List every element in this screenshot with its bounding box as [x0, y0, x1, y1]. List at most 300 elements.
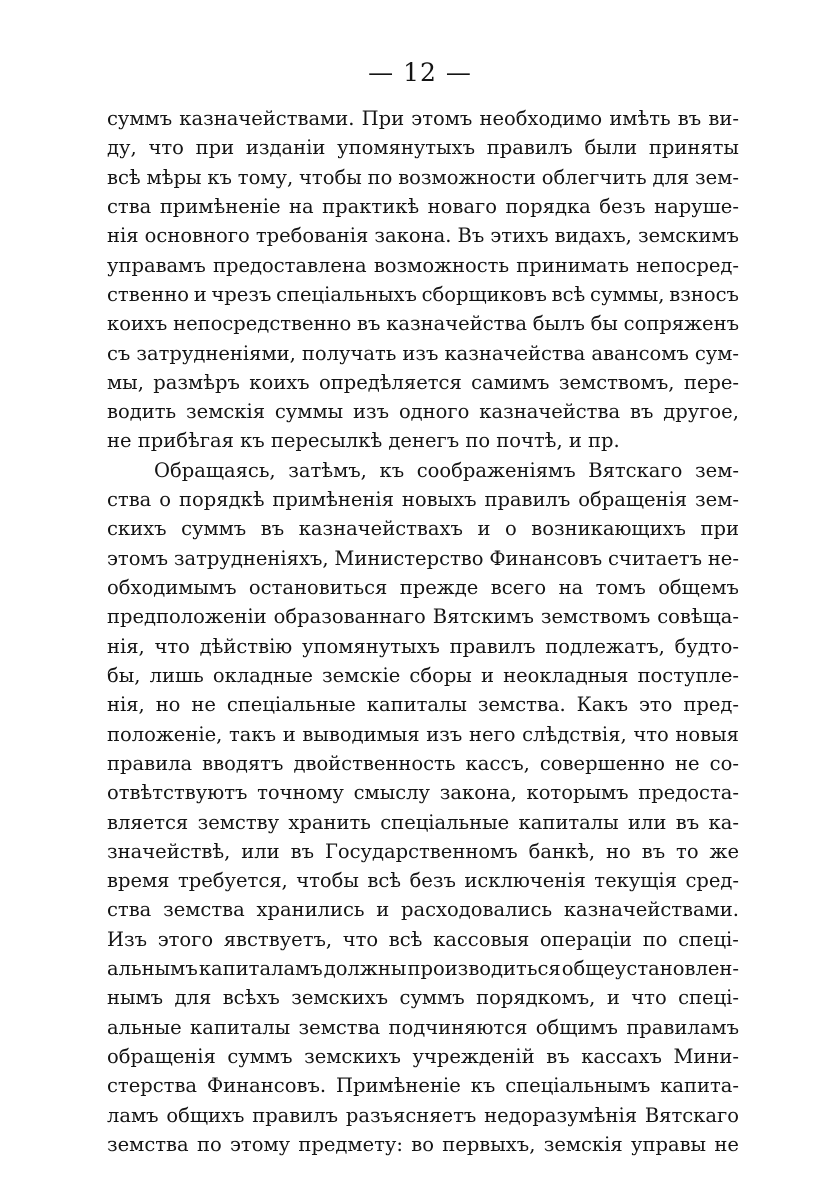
text-line [107, 925, 739, 954]
word: скихъ [107, 517, 167, 541]
word: текущія [594, 869, 677, 893]
text-line [107, 544, 739, 573]
word: Какъ [576, 693, 628, 717]
word: были [584, 136, 638, 160]
word: непосред- [636, 253, 739, 277]
word: казначействахъ [298, 517, 463, 541]
word: по [642, 927, 668, 951]
word: этого [157, 927, 214, 951]
word: правиламъ [626, 1015, 739, 1039]
word: прежде [399, 576, 479, 599]
word: затѣмъ, [288, 458, 367, 482]
word: опредѣляется [319, 370, 462, 394]
word: о [505, 517, 517, 541]
word: и [376, 898, 390, 922]
word: положеніе, [107, 722, 223, 746]
word: Министерство [334, 546, 484, 570]
word: ства [107, 194, 152, 218]
word: сум- [694, 341, 739, 365]
word: тому, [237, 165, 294, 189]
word: правилъ [484, 488, 571, 512]
word: должны [323, 957, 407, 981]
word: не [191, 693, 216, 717]
word: общихъ [166, 1103, 245, 1127]
word: предоста- [638, 781, 739, 805]
word: къ [240, 429, 271, 453]
word: операціи [539, 927, 633, 951]
word: земскихъ [304, 1045, 401, 1068]
word: двойственность [293, 751, 456, 775]
word: самимъ [471, 370, 550, 394]
word: затрудненіяхъ, [173, 546, 329, 570]
word: земствомъ, [558, 370, 675, 394]
word: на [289, 194, 314, 218]
word: то [676, 839, 699, 863]
word: предмету: [298, 1132, 403, 1156]
word: казначейства [444, 341, 586, 365]
word: Финансовъ [489, 546, 603, 570]
word: для [652, 165, 690, 189]
text-line [107, 1130, 739, 1159]
word: совершенно [539, 751, 665, 775]
word: выводимыя [302, 722, 420, 746]
word: считаетъ [608, 546, 702, 570]
word: имѣть [609, 107, 671, 130]
word: взносъ [669, 282, 739, 306]
word: значействѣ, [107, 839, 231, 863]
word: капита- [660, 1074, 739, 1098]
word: кассахъ [581, 1045, 662, 1068]
word: сборщиковъ [421, 282, 547, 306]
word: капиталы [366, 693, 467, 717]
word: Примѣненіе [336, 1074, 461, 1098]
word: авансомъ [591, 341, 689, 365]
word: мы, [107, 370, 144, 394]
text-line [107, 163, 739, 192]
text-line [107, 280, 739, 309]
word: этомъ [107, 546, 169, 570]
word: о [159, 488, 172, 512]
word: закона, [439, 781, 517, 805]
word: новаго [427, 194, 497, 218]
word: обращенія [107, 1045, 216, 1068]
word: и [480, 663, 494, 687]
word: этихъ [490, 224, 549, 248]
word: альные [107, 1015, 182, 1039]
word: Въ [457, 224, 485, 248]
word: казначейства [479, 400, 621, 424]
word: Изъ [107, 927, 148, 951]
word: всѣ [388, 927, 423, 951]
word: упомянутыхъ [302, 634, 440, 658]
text-line [107, 485, 739, 514]
word: или [628, 810, 667, 834]
word: исключенія [464, 869, 586, 893]
word: неокладныя [503, 663, 629, 687]
word: чтобы [299, 165, 362, 189]
word: такъ [229, 722, 277, 746]
word: но [606, 839, 631, 863]
word: слѣдствія, [522, 722, 627, 746]
word: нія, [107, 693, 145, 717]
word: этомъ [411, 107, 473, 130]
word: прибѣгая [137, 429, 241, 453]
word: суммъ [181, 517, 247, 541]
word: вводятъ [202, 751, 284, 775]
word: при [195, 136, 235, 160]
page-number: — 12 — [368, 58, 472, 87]
word: пересылкѣ [270, 429, 389, 453]
word: на [558, 576, 584, 599]
text-line [107, 837, 739, 866]
word: практикѣ [322, 194, 420, 218]
text-line [107, 749, 739, 778]
word: всѣ [551, 282, 586, 306]
word: ду, [107, 136, 137, 160]
word: земскихъ [291, 986, 389, 1010]
word: но [155, 693, 181, 717]
word: управы [631, 1132, 707, 1156]
word: недоразумѣнія [484, 1103, 638, 1127]
word: общемъ [658, 576, 739, 599]
word: вляется [107, 810, 189, 834]
word: порядкѣ [178, 488, 265, 512]
word: изъ [402, 341, 439, 365]
text-line [107, 602, 739, 631]
word: получать [301, 341, 397, 365]
word: порядка [505, 194, 591, 218]
word: и [606, 986, 620, 1010]
word: него [468, 722, 516, 746]
word: правилъ [486, 136, 573, 160]
word: требованія [255, 224, 369, 248]
word: спеціальныхъ [276, 282, 417, 306]
word: остановиться [248, 576, 388, 599]
word: мѣры [146, 165, 202, 189]
word: образованнаго [273, 605, 426, 629]
word: что [154, 634, 190, 658]
word: упомянутыхъ [337, 136, 476, 160]
word: что [631, 986, 667, 1010]
word: точному [257, 781, 344, 805]
word: зем- [695, 488, 739, 512]
word: спеціальные [226, 693, 356, 717]
word: новыхъ [401, 488, 477, 512]
word: по [465, 429, 497, 453]
word: и [282, 722, 296, 746]
word: Обращаясь, [154, 458, 276, 482]
word: во [411, 1132, 434, 1156]
text-line [107, 778, 739, 807]
text-line [107, 133, 739, 162]
text-line [107, 397, 739, 426]
word: безъ [409, 869, 456, 893]
word: казначейства [386, 312, 528, 336]
word: спеці- [678, 986, 739, 1010]
page-text [107, 104, 739, 1159]
word: земства. [477, 693, 566, 717]
word: другое, [663, 400, 739, 424]
word: одного [398, 400, 470, 424]
word: возникающихъ [531, 517, 686, 541]
word: со- [709, 751, 739, 775]
word: пр. [588, 429, 620, 453]
word: пред- [683, 693, 739, 717]
word: коихъ [107, 312, 168, 336]
word: хранить [288, 810, 371, 834]
word: нія [107, 224, 139, 248]
word: въ [641, 839, 666, 863]
word: ка- [708, 810, 739, 834]
word: зем- [695, 458, 739, 482]
word: спеці- [678, 927, 739, 951]
text-line [107, 309, 739, 338]
word: ства [107, 488, 152, 512]
word: земства [107, 1132, 189, 1156]
word: обходимымъ [107, 576, 237, 599]
word: ламъ [107, 1103, 159, 1127]
word: чтобы [296, 869, 359, 893]
word: предположеніи [107, 605, 267, 629]
word: къ [379, 458, 405, 482]
word: размѣръ [153, 370, 240, 394]
word: которымъ [526, 781, 629, 805]
word: ства [107, 898, 152, 922]
word: подчиняются [388, 1015, 528, 1039]
word: всѣхъ [222, 986, 280, 1010]
word: всѣ [367, 869, 402, 893]
word: новыя [675, 722, 739, 746]
text-line [107, 251, 739, 280]
word: облегчить [541, 165, 647, 189]
text-line [107, 632, 739, 661]
word: ви- [708, 107, 739, 130]
word: основного [144, 224, 250, 248]
word: не- [707, 546, 739, 570]
word: хранились [256, 898, 365, 922]
word: правилъ [252, 1103, 339, 1127]
word: денегъ [388, 429, 466, 453]
text-line [107, 983, 739, 1012]
word: альнымъ [107, 957, 198, 981]
word: что [148, 136, 184, 160]
word: земскія [186, 400, 266, 424]
word: требуется, [177, 869, 288, 893]
paragraph-first-line [107, 456, 739, 485]
word: не [675, 751, 700, 775]
word: къ [470, 1074, 496, 1098]
word: и [477, 517, 491, 541]
word: это [638, 693, 673, 717]
word: Вятскимъ [432, 605, 534, 629]
word: предоставлена [212, 253, 367, 277]
word: правилъ [449, 634, 536, 658]
word: для [174, 986, 212, 1010]
word: при [700, 517, 739, 541]
word: земствомъ [540, 605, 651, 629]
word: спеціальнымъ [505, 1074, 651, 1098]
word: соображеніямъ [416, 458, 576, 482]
word: разъясняетъ [345, 1103, 477, 1127]
word: всѣ [107, 165, 141, 189]
text-line [107, 426, 739, 455]
word: въ [546, 1045, 570, 1068]
word: наруше- [654, 194, 739, 218]
word: совѣща- [657, 605, 739, 629]
word: управамъ [107, 253, 206, 277]
word: что [342, 927, 379, 951]
word: бы, [107, 663, 141, 687]
text-line [107, 1101, 739, 1130]
text-line [107, 690, 739, 719]
word: сопряженъ [623, 312, 739, 336]
word: же [709, 839, 739, 863]
word: томъ [595, 576, 646, 599]
word: коихъ [249, 370, 310, 394]
word: видахъ, [554, 224, 632, 248]
word: примѣненія [272, 488, 394, 512]
word: непосредственно [173, 312, 352, 336]
word: не [714, 1132, 739, 1156]
word: порядкомъ, [476, 986, 596, 1010]
word: окладные [212, 663, 313, 687]
word: и [568, 429, 589, 453]
word: учрежденій [412, 1045, 535, 1068]
word: капиталамъ [198, 957, 323, 981]
word: суммъ [107, 107, 173, 130]
word: обращенія [578, 488, 688, 512]
text-line [107, 954, 739, 983]
word: по [196, 1132, 222, 1156]
word: изъ [353, 400, 390, 424]
text-line [107, 1042, 739, 1071]
word: земскія [543, 1132, 623, 1156]
word: казначействами. [563, 898, 739, 922]
word: съ [107, 341, 131, 365]
word: сред- [685, 869, 739, 893]
word: Финансовъ. [207, 1074, 327, 1098]
text-line [107, 808, 739, 837]
word: поступле- [637, 663, 739, 687]
word: первыхъ, [442, 1132, 536, 1156]
word: капиталы [518, 810, 619, 834]
word: этому [230, 1132, 291, 1156]
text-line [107, 514, 739, 543]
word: лишь [149, 663, 204, 687]
word: примѣненіе [159, 194, 281, 218]
word: земскіе [322, 663, 401, 687]
word: былъ [532, 312, 585, 336]
word: по [367, 165, 393, 189]
word: отвѣтствуютъ [107, 781, 248, 805]
word: капиталы [190, 1015, 291, 1039]
word: суммъ [399, 986, 465, 1010]
word: Мини- [673, 1045, 739, 1068]
word: въ [629, 400, 654, 424]
word: не [107, 429, 138, 453]
text-line [107, 895, 739, 924]
word: суммы [274, 400, 344, 424]
word: затрудненіями, [136, 341, 296, 365]
text-line [107, 661, 739, 690]
word: банкѣ, [528, 839, 596, 863]
word: суммы, [590, 282, 665, 306]
word: Вятскаго [588, 458, 683, 482]
text-line [107, 368, 739, 397]
word: въ [260, 517, 285, 541]
word: расходовались [401, 898, 553, 922]
text-line [107, 866, 739, 895]
word: безъ [599, 194, 646, 218]
word: возможности [398, 165, 536, 189]
word: земства [163, 898, 245, 922]
word: всего [490, 576, 547, 599]
word: общеустановлен- [561, 957, 739, 981]
word: въ [675, 810, 700, 834]
word: земства [298, 1015, 381, 1039]
word: что [633, 722, 669, 746]
word: въ [290, 839, 314, 863]
word: нымъ [107, 986, 164, 1010]
word: закона. [374, 224, 452, 248]
word: будто- [674, 634, 739, 658]
text-line [107, 573, 739, 602]
word: принимать [516, 253, 629, 277]
text-line [107, 1013, 739, 1042]
word: смыслу [353, 781, 431, 805]
word: приняты [648, 136, 739, 160]
word: водить [107, 400, 177, 424]
word: зем- [695, 165, 739, 189]
word: земству [197, 810, 280, 834]
word: казначействами. [179, 107, 355, 130]
word: къ [207, 165, 232, 189]
text-line [107, 104, 739, 133]
word: бы [590, 312, 618, 336]
word: пере- [683, 370, 739, 394]
word: возможность [373, 253, 510, 277]
word: Вятскаго [644, 1103, 739, 1127]
word: стерства [107, 1074, 198, 1098]
text-line [107, 339, 739, 368]
word: почтѣ, [496, 429, 569, 453]
word: въ [357, 312, 381, 336]
word: необходимо [479, 107, 603, 130]
word: спеціальные [380, 810, 510, 834]
word: При [361, 107, 405, 130]
word: дѣйствію [199, 634, 293, 658]
word: и [193, 282, 207, 306]
word: Государственномъ [324, 839, 518, 863]
word: въ [677, 107, 702, 130]
word: время [107, 869, 170, 893]
text-line [107, 720, 739, 749]
word: или [241, 839, 280, 863]
word: чрезъ [211, 282, 272, 306]
word: изъ [426, 722, 463, 746]
word: изданіи [245, 136, 326, 160]
text-line [107, 192, 739, 221]
word: суммъ [227, 1045, 293, 1068]
word: явствуетъ, [223, 927, 333, 951]
word: правила [107, 751, 193, 775]
word: сборы [409, 663, 472, 687]
word: подлежатъ, [545, 634, 665, 658]
word: кассовыя [433, 927, 530, 951]
text-line [107, 221, 739, 250]
word: общимъ [535, 1015, 618, 1039]
text-line [107, 1071, 739, 1100]
